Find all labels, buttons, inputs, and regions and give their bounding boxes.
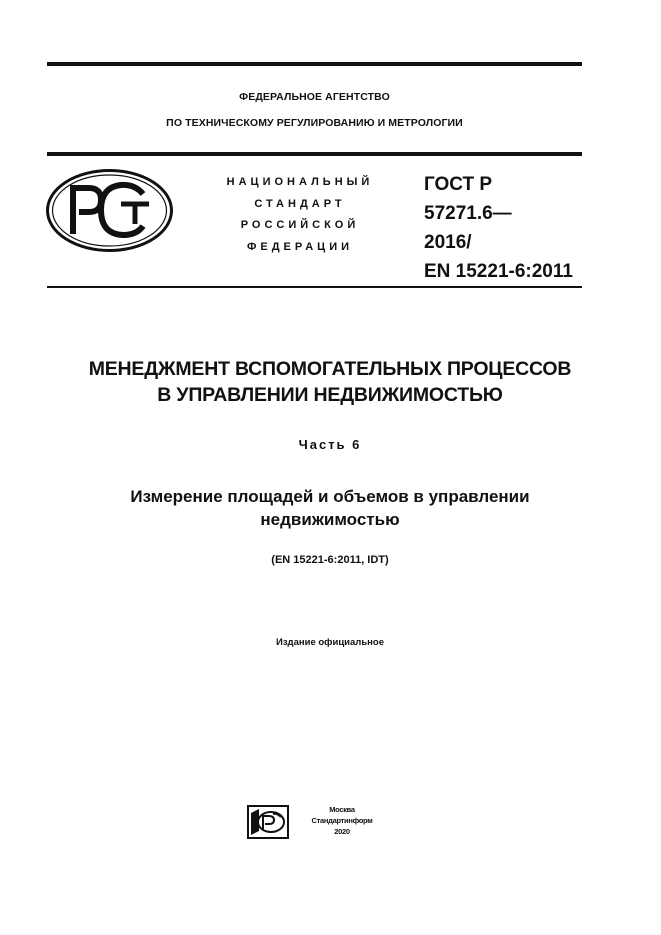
equivalence-note: (EN 15221-6:2011, IDT) xyxy=(271,554,389,566)
national-standard-label: НАЦИОНАЛЬНЫЙ СТАНДАРТ РОССИЙСКОЙ ФЕДЕРАЦИИ xyxy=(226,176,374,253)
rst-logo-icon xyxy=(45,168,174,253)
header-rule xyxy=(47,152,582,156)
gost-designation: ГОСТ Р 57271.6— 2016/ EN 15221-6:2011 xyxy=(424,174,573,282)
standartinform-logo-icon xyxy=(247,805,289,839)
edition-label: Издание официальное xyxy=(276,637,384,648)
top-rule xyxy=(47,62,582,66)
publisher-block xyxy=(292,804,392,837)
publisher-city: Москва xyxy=(329,805,355,814)
document-title: МЕНЕДЖМЕНТ ВСПОМОГАТЕЛЬНЫХ ПРОЦЕССОВ В УПРАВЛЕНИИ НЕДВИЖИМОСТЬЮ xyxy=(88,358,572,406)
agency-name-line-2: ПО ТЕХНИЧЕСКОМУ РЕГУЛИРОВАНИЮ И МЕТРОЛОГИИ xyxy=(166,117,463,129)
header-bottom-rule xyxy=(47,286,582,288)
publisher-name: Стандартинформ xyxy=(311,816,373,825)
agency-name-line-1: ФЕДЕРАЛЬНОЕ АГЕНТСТВО xyxy=(239,91,390,103)
part-number: Часть 6 xyxy=(298,437,362,452)
publisher-year: 2020 xyxy=(334,827,350,836)
document-subtitle: Измерение площадей и объемов в управлении недвижимостью xyxy=(130,487,530,529)
